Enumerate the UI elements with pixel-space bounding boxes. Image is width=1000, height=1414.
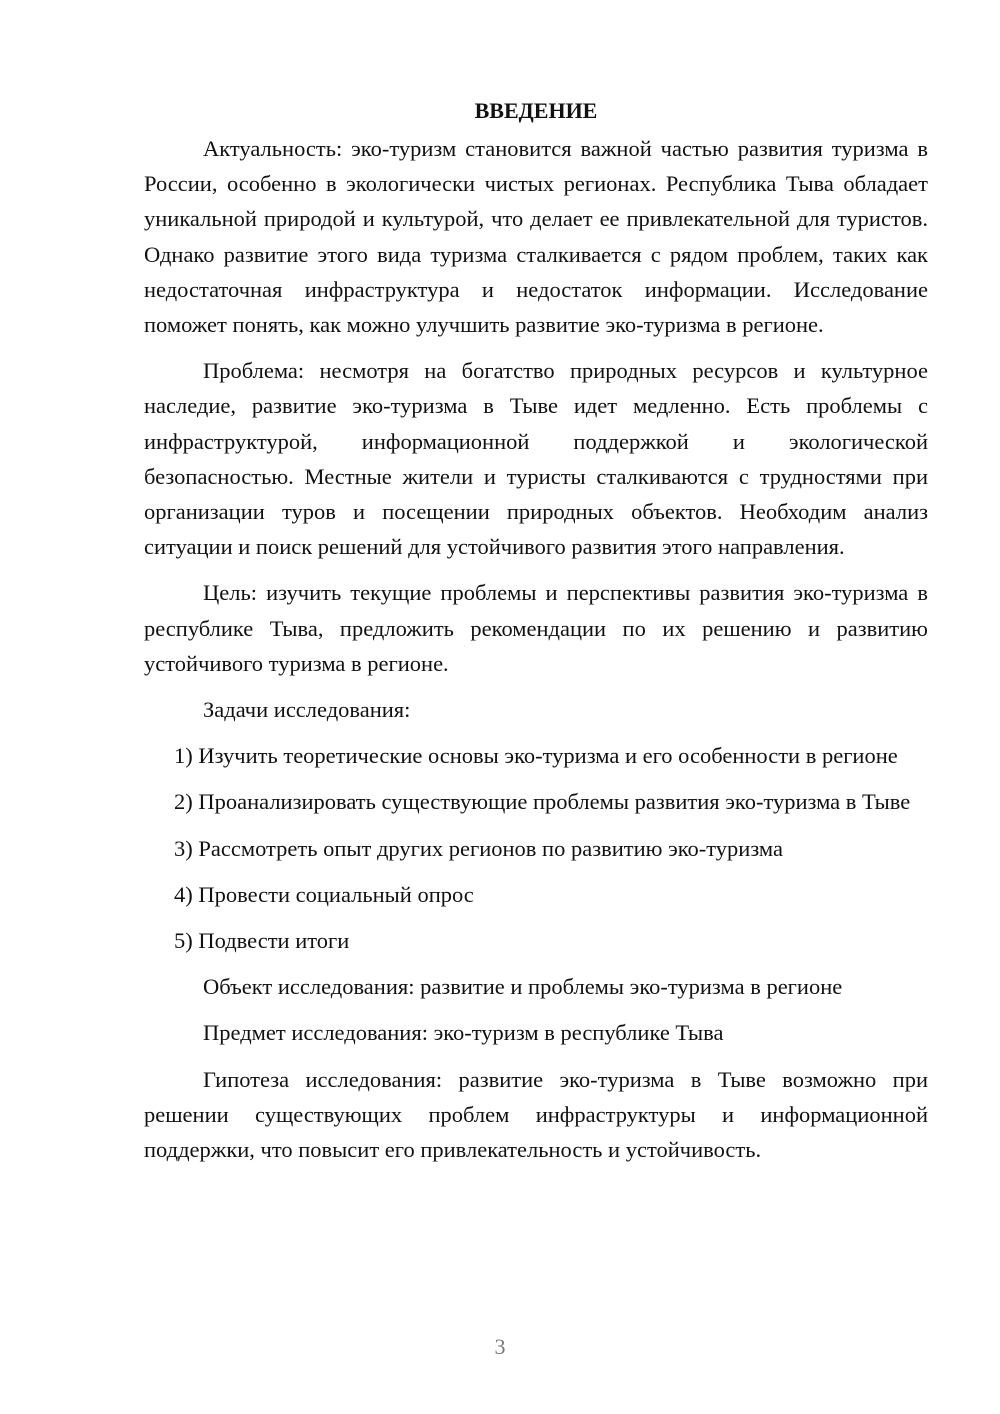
task-item: 1) Изучить теоретические основы эко-туризма и его особенности в регионе <box>174 743 898 769</box>
paragraph-hypothesis: Гипотеза исследования: развитие эко-туризма в Тыве возможно при решении существующих проблем инфраструктуры и информационной поддержки, что повысит его привлекательность и устойчивость. <box>144 1066 928 1163</box>
tasks-title: Задачи исследования: <box>203 697 411 723</box>
paragraph-goal: Цель: изучить текущие проблемы и перспективы развития эко-туризма в республике Тыва, предложить рекомендации по их решению и развитию устойчивого туризма в регионе. <box>144 580 928 676</box>
page-number: 3 <box>494 1334 506 1359</box>
task-item: 2) Проанализировать существующие проблемы развития эко-туризма в Тыве <box>174 789 911 815</box>
paragraph-subject: Предмет исследования: эко-туризм в республике Тыва <box>203 1020 724 1046</box>
paragraph-object: Объект исследования: развитие и проблемы эко-туризма в регионе <box>203 974 843 1000</box>
task-item: 4) Провести социальный опрос <box>174 881 474 907</box>
section-heading: ВВЕДЕНИЕ <box>474 98 598 123</box>
page-content <box>144 93 928 1178</box>
paragraph-problem: Проблема: несмотря на богатство природных ресурсов и культурное наследие, развитие эко-туризма в Тыве идет медленно. Есть проблемы с инфраструктурой, информационной поддержкой и экологической безопасностью. Местные жители и туристы сталкиваются с трудностями при организации туров и посещении природных объектов. Необходим анализ ситуации и поиск решений для устойчивого развития этого направления. <box>144 358 928 560</box>
paragraph-relevance: Актуальность: эко-туризм становится важной частью развития туризма в России, особенно в экологически чистых регионах. Республика Тыва обладает уникальной природой и культурой, что делает ее привлекательной для туристов. Однако развитие этого вида туризма сталкивается с рядом проблем, таких как недостаточная инфраструктура и недостаток информации. Исследование поможет понять, как можно улучшить развитие эко-туризма в регионе. <box>144 136 928 338</box>
task-item: 3) Рассмотреть опыт других регионов по развитию эко-туризма <box>174 835 783 861</box>
task-item: 5) Подвести итоги <box>174 928 350 954</box>
tasks-list <box>144 738 928 958</box>
